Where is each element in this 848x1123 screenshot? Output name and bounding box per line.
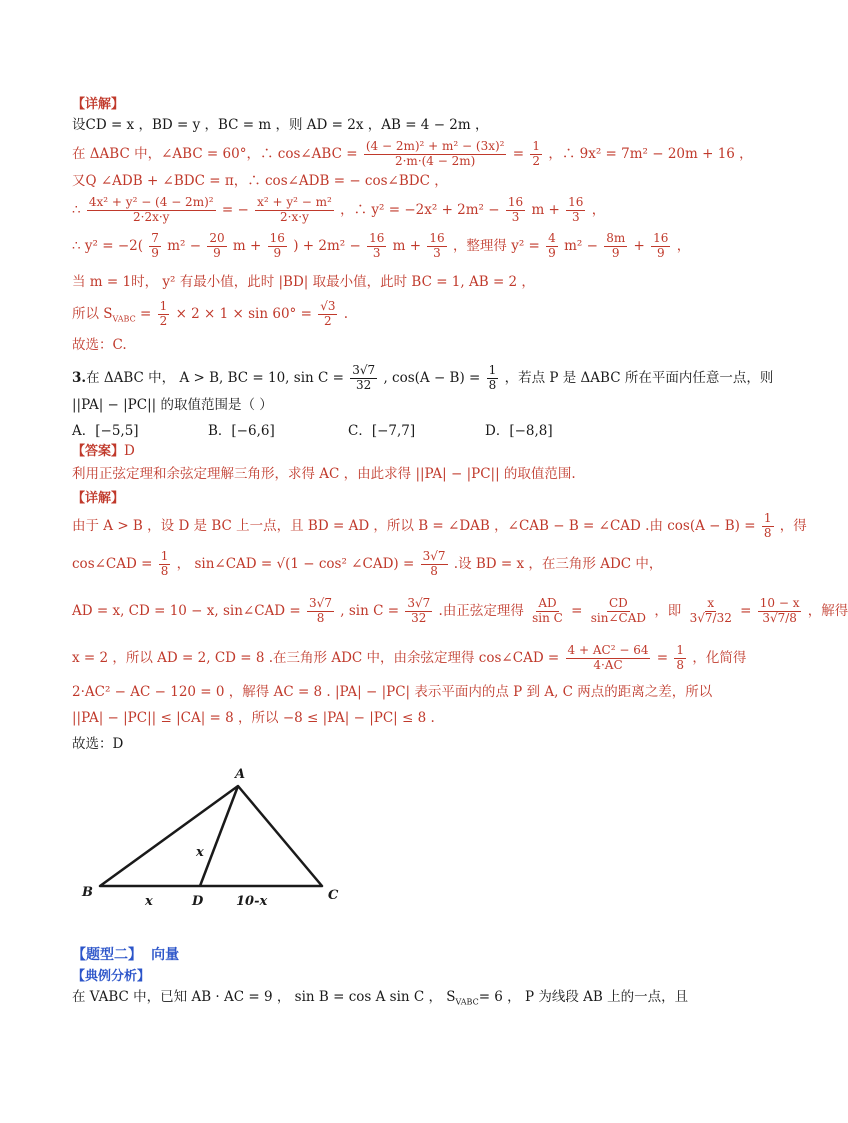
answer-line: 【答案】D (72, 443, 135, 459)
detail-choice: 故选：D (72, 736, 124, 752)
segment-dc-label: 10-x (236, 894, 268, 909)
detail-line-6: ||PA| − |PC|| ≤ |CA| = 8 ，所以 −8 ≤ |PA| − |PC| ≤ 8 . (72, 710, 435, 726)
solution-line-7: 所以 $S_{VABC}$ = $\frac{1}{2}$ × 2 × 1 × sin 60° = $\frac{√3}{2}$ . (72, 299, 349, 328)
option-a: A．[−5,5] (72, 423, 139, 439)
detail-tag: 【详解】 (72, 97, 125, 112)
vertex-c-label: C (328, 888, 339, 903)
example-tag: 【典例分析】 (72, 969, 151, 984)
triangle-abc (100, 786, 322, 886)
detail-line-5: 2·AC² − AC − 120 = 0 ，解得 AC = 8 . |PA| − |PC| 表示平面内的点 P 到 A, C 两点的距离之差，所以 (72, 684, 713, 700)
vertex-b-label: B (82, 885, 93, 900)
question3-line-2: ||PA| − |PC|| 的取值范围是（ ） (72, 397, 273, 413)
solution-line-4: ∴ $\frac{\text{4x² + y² − (4 − 2m)²}}{2\cdot 2x\cdot y}$ = − $\frac{\text{x² + y² − m²}}{2\cdot x\cdot y}$ ，∴ y² = −2x² + 2m² − $\frac{16}{3}$ m + $\frac{16}{3}$ ， (72, 195, 606, 224)
option-b: B．[−6,6] (208, 423, 275, 439)
section-heading: 【题型二】 向量 (72, 947, 180, 963)
solution-line-2: 在 ΔABC 中，∠ABC = 60°，∴ cos∠ABC = $\frac{\text{(4 − 2m)² + m² − (3x)²}}{2\cdot m\cdot(4 - 2m)}$ = $\frac{1}{2}$ ，∴ 9x² = 7m² − 20m + 16 ， (72, 139, 753, 168)
solution-line-6: 当 m = 1时， y² 有最小值，此时 |BD| 取最小值，此时 BC = 1, AB = 2 ， (72, 274, 535, 290)
detail-line-1: 由于 A > B ，设 D 是 BC 上一点，且 BD = AD ，所以 B = ∠DAB ，∠CAB − B = ∠CAD .由 cos(A − B) = $\frac{1}{8}$ ，得 (72, 511, 807, 540)
vertex-a-label: A (235, 767, 246, 782)
option-d: D．[−8,8] (485, 423, 553, 439)
question3-line-1: 3.在 ΔABC 中， A > B, BC = 10, sin C = $\frac{3√7}{32}$ , cos(A − B) = $\frac{1}{8}$ ，若点 P 是 ΔABC 所在平面内任意一点，则 (72, 363, 774, 392)
solution-line-5: ∴ y² = −2( $\frac{7}{9}$ m² − $\frac{20}{9}$ m + $\frac{16}{9}$ ) + 2m² − $\frac{16}{3}$ m + $\frac{16}{3}$ ，整理得 y² = $\frac{4}{9}$ m² − $\frac{8m}{9}$ + $\frac{16}{9}$ ， (72, 231, 691, 260)
solution-line-1: 设CD = x ，BD = y ，BC = m ，则 AD = 2x ，AB = 4 − 2m ， (72, 117, 489, 133)
detail-line-2: cos∠CAD = $\frac{1}{8}$ ， sin∠CAD = √(1 − cos² ∠CAD) = $\frac{3√7}{8}$ .设 BD = x ，在三角形 ADC 中， (72, 549, 663, 578)
solution-line-3: 又Q ∠ADB + ∠BDC = π，∴ cos∠ADB = − cos∠BDC ， (72, 173, 448, 189)
segment-bd-label: x (145, 894, 153, 909)
detail-line-3: AD = x, CD = 10 − x, sin∠CAD = $\frac{3√7}{8}$ , sin C = $\frac{3√7}{32}$ .由正弦定理得 $\frac{AD}{\text{sin C}}$ = $\frac{CD}{\text{sin∠CAD}}$ ，即 $\frac{x}{3√7/32}$ = $\frac{10 - x}{3√7/8}$ ，解得 (72, 596, 848, 625)
point-d-label: D (192, 894, 204, 909)
triangle-figure (72, 762, 372, 912)
detail-line-4: x = 2 ，所以 AD = 2, CD = 8 .在三角形 ADC 中，由余弦定理得 cos∠CAD = $\frac{\text{4 + AC² − 64}}{4\cdot AC}$ = $\frac{1}{8}$ ，化简得 (72, 643, 747, 672)
segment-ad-label: x (196, 845, 204, 860)
solution-choice: 故选：C. (72, 337, 127, 353)
example-line: 在 VABC 中，已知 AB · AC = 9 ， sin B = cos A sin C ， $S_{VABC}= 6$ ， P 为线段 AB 上的一点，且 (72, 989, 689, 1007)
option-c: C．[−7,7] (348, 423, 416, 439)
detail-tag-2: 【详解】 (72, 491, 125, 506)
answer-explanation: 利用正弦定理和余弦定理解三角形，求得 AC ，由此求得 ||PA| − |PC|| 的取值范围. (72, 466, 576, 482)
